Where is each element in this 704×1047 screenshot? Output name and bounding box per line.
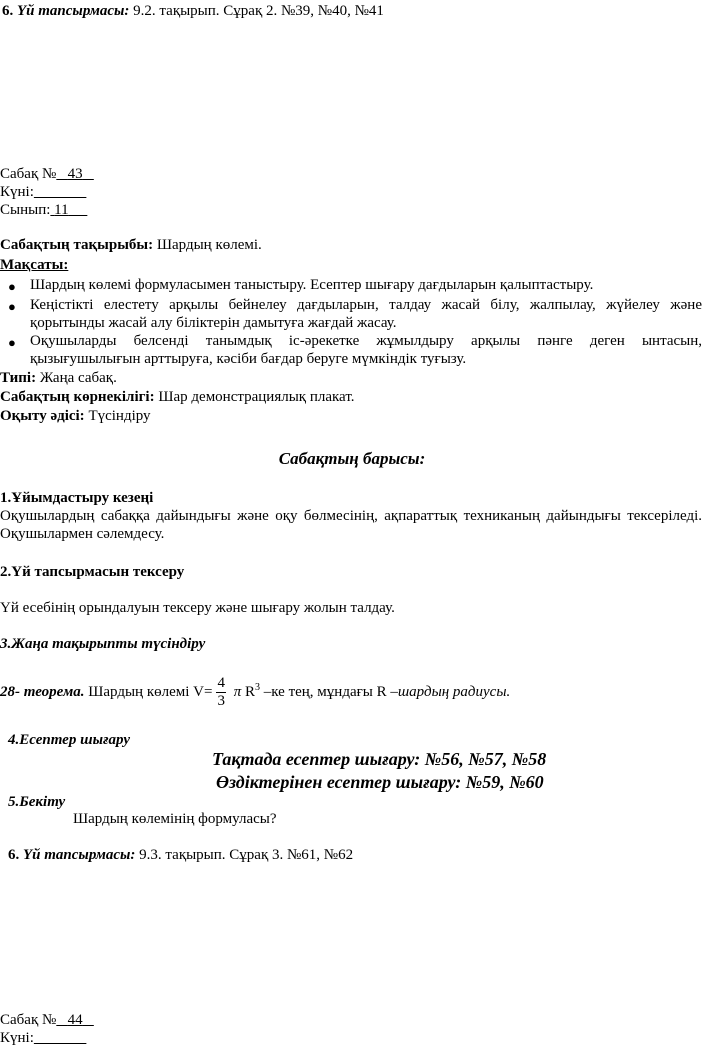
- visual-line: [0, 388, 355, 406]
- homework2-text: 9.3. тақырып. Сұрақ 3. №61, №62: [139, 847, 354, 863]
- lesson-number-label: Сабақ №: [0, 166, 57, 182]
- bullet-icon: ●: [8, 279, 16, 294]
- lesson-day-line: [0, 183, 86, 201]
- lesson-day-label: Күні:: [0, 184, 34, 200]
- aims-label: Мақсаты:: [0, 257, 69, 273]
- lesson2-number-line: [0, 1011, 94, 1029]
- homework2-label: Үй тапсырмасы:: [23, 847, 136, 863]
- homework2-line: [8, 846, 353, 864]
- homework2-number: 6.: [8, 847, 20, 863]
- visual-value: Шар демонстрациялық плакат.: [158, 389, 355, 405]
- pi-symbol: π: [233, 684, 242, 700]
- theorem-text-after: –ке тең, мұндағы R –: [263, 684, 398, 700]
- type-value: Жаңа сабақ.: [39, 370, 117, 386]
- step3-title: 3.Жаңа тақырыпты түсіндіру: [0, 636, 206, 652]
- fraction-denominator: 3: [217, 693, 225, 710]
- method-label: Оқыту әдісі:: [0, 408, 85, 424]
- step1-title: 1.Ұйымдастыру кезеңі: [0, 490, 154, 506]
- self-problems: Өздіктерінен есептер шығару: №59, №60: [216, 772, 544, 792]
- lesson2-day-label: Күні:: [0, 1030, 34, 1046]
- step4-title: 4.Есептер шығару: [8, 732, 130, 748]
- progress-title: Сабақтың барысы:: [278, 449, 426, 468]
- step2-text: Үй есебінің орындалуын тексеру және шығару жолын талдау.: [0, 600, 395, 616]
- board-problems: Тақтада есептер шығару: №56, №57, №58: [212, 749, 547, 769]
- method-line: [0, 407, 151, 425]
- bullet-icon: ●: [8, 335, 16, 350]
- lesson2-day-line: [0, 1029, 86, 1047]
- homework-label: Үй тапсырмасы:: [17, 3, 130, 19]
- type-line: [0, 369, 117, 387]
- step5-question: Шардың көлемінің формуласы?: [73, 811, 277, 827]
- visual-label: Сабақтың көрнекілігі:: [0, 389, 155, 405]
- lesson-class-label: Сынып:: [0, 202, 51, 218]
- aim-item: Кеңістікті елестету арқылы бейнелеу дағдыларын, талдау жасай білу, жалпылау, жүйелеу және қорытынды жасай алу біліктерін дамытуға жағдай жасау.: [30, 297, 702, 331]
- topic-value: Шардың көлемі.: [156, 237, 262, 253]
- theorem-text-before: Шардың көлемі V=: [88, 684, 213, 700]
- fraction: [216, 675, 226, 710]
- lesson-day-blank: [34, 184, 87, 200]
- step2-title: 2.Үй тапсырмасын тексеру: [0, 564, 185, 580]
- homework-text: 9.2. тақырып. Сұрақ 2. №39, №40, №41: [133, 3, 384, 19]
- theorem-label: 28- теорема.: [0, 684, 85, 700]
- lesson-class-value: 11: [54, 202, 69, 218]
- type-label: Типі:: [0, 370, 37, 386]
- homework-number: 6.: [2, 3, 14, 19]
- lesson2-number-label: Сабақ №: [0, 1012, 57, 1028]
- lesson-class-line: [0, 201, 87, 219]
- topic-line: [0, 236, 262, 254]
- lesson-number-line: [0, 165, 94, 183]
- aim-item: Шардың көлемі формуласымен таныстыру. Есептер шығару дағдыларын қалыптастыру.: [30, 277, 594, 293]
- radius-symbol: R: [244, 684, 255, 700]
- lesson2-number-value: 44: [67, 1012, 83, 1028]
- fraction-numerator: 4: [217, 675, 225, 692]
- aim-item: Оқушыларды белсенді танымдық іс-әрекетке жұмылдыру арқылы пәнге деген ынтасын, қызығушылығын арттыруға, кәсіби бағдар беруге мүмкіндік туғызу.: [30, 333, 702, 367]
- lesson2-day-blank: [34, 1030, 87, 1046]
- theorem-text-italic: шардың радиусы.: [397, 684, 511, 700]
- lesson-number-value: 43: [67, 166, 83, 182]
- bullet-icon: ●: [8, 299, 16, 314]
- exponent: 3: [255, 682, 260, 693]
- homework-line: [2, 2, 384, 20]
- theorem-line: [0, 668, 510, 708]
- step5-title: 5.Бекіту: [8, 794, 66, 810]
- topic-label: Сабақтың тақырыбы:: [0, 237, 154, 253]
- step1-text: Оқушылардың сабаққа дайындығы және оқу бөлмесінің, ақпараттық техниканың дайындығы тексеріледі. Оқушылармен сәлемдесу.: [0, 508, 702, 542]
- method-value: Түсіндіру: [88, 408, 151, 424]
